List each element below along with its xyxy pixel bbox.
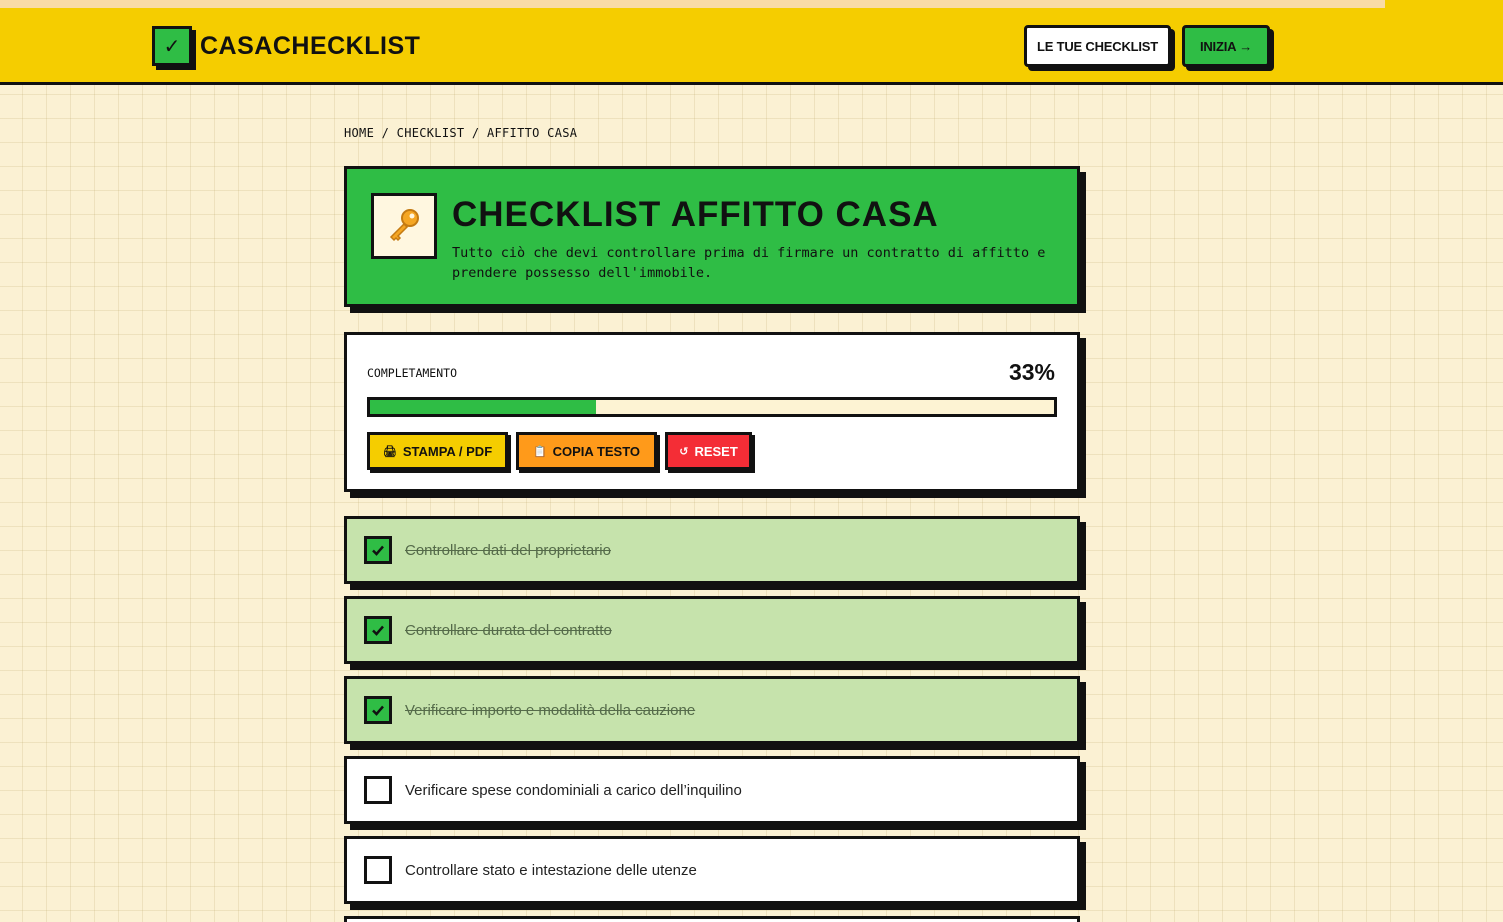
progress-bar-fill (370, 400, 596, 414)
checklist-item-label: Controllare dati del proprietario (405, 541, 611, 559)
copy-text-label: COPIA TESTO (552, 443, 641, 459)
logo[interactable] (152, 26, 420, 66)
page-title: CHECKLIST AFFITTO CASA (452, 195, 939, 234)
reset-icon: ↺ (679, 444, 689, 458)
progress-label: COMPLETAMENTO (367, 366, 458, 380)
progress-card (344, 332, 1080, 492)
checklist-item-label: Controllare stato e intestazione delle utenze (405, 861, 697, 879)
check-icon (370, 622, 386, 638)
progress-bar (367, 397, 1057, 417)
checklist-item[interactable] (344, 596, 1080, 664)
progress-percent: 33% (1008, 359, 1055, 385)
logo-text: CASACHECKLIST (200, 31, 421, 60)
checklist-item-label: Verificare spese condominiali a carico dell’inquilino (405, 781, 742, 799)
print-pdf-button[interactable] (367, 432, 508, 470)
site-header (0, 8, 1503, 85)
logo-check-icon: ✓ (152, 26, 192, 66)
checklist-item[interactable] (344, 836, 1080, 904)
checkbox[interactable] (364, 856, 392, 884)
check-icon (370, 702, 386, 718)
print-pdf-label: STAMPA / PDF (402, 443, 493, 459)
copy-text-button[interactable] (516, 432, 657, 470)
checkbox[interactable] (364, 696, 392, 724)
start-button[interactable]: INIZIA → (1182, 25, 1270, 67)
checkbox[interactable] (364, 776, 392, 804)
checklist-item[interactable] (344, 756, 1080, 824)
clipboard-icon: 📋 (532, 444, 547, 458)
hero-card (344, 166, 1080, 307)
checklist-item-label: Controllare durata del contratto (405, 621, 612, 639)
my-checklists-button[interactable]: LE TUE CHECKLIST (1024, 25, 1171, 67)
top-strip (0, 0, 1503, 8)
reset-button[interactable] (665, 432, 752, 470)
key-icon (371, 193, 437, 259)
checklist-item-label: Verificare importo e modalità della cauzione (405, 701, 696, 719)
page-subtitle: Tutto ciò che devi controllare prima di firmare un contratto di affitto e prendere possesso dell'immobile. (452, 245, 1046, 281)
checklist-item[interactable] (344, 676, 1080, 744)
checklist-item[interactable] (344, 916, 1080, 922)
check-icon (370, 542, 386, 558)
reset-label: RESET (694, 443, 738, 459)
breadcrumb: HOME / CHECKLIST / AFFITTO CASA (344, 126, 578, 140)
checklist-item[interactable] (344, 516, 1080, 584)
checkbox[interactable] (364, 616, 392, 644)
checkbox[interactable] (364, 536, 392, 564)
printer-icon: 🖨 (382, 444, 397, 458)
